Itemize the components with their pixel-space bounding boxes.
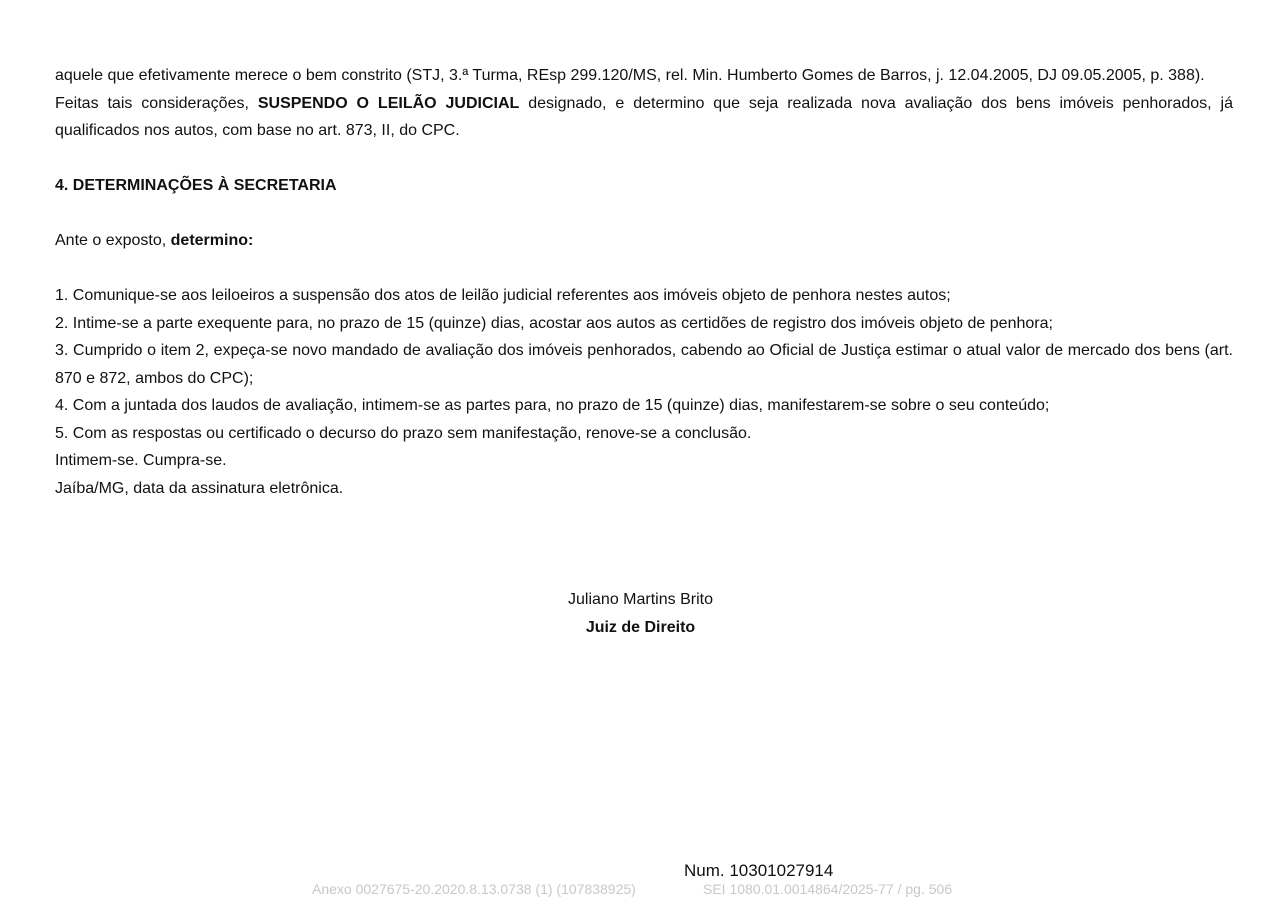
signer-title: Juiz de Direito	[585, 619, 696, 636]
list-item: 3. Cumprido o item 2, expeça-se novo mandado de avaliação dos imóveis penhorados, cabendo ao Oficial de Justiça estimar o atual valor de mercado dos bens (art. 870 e 872, ambos do CPC);	[55, 342, 1233, 387]
document-body	[55, 62, 1233, 502]
place-date-line: Jaíba/MG, data da assinatura eletrônica.	[55, 479, 344, 497]
paragraph-suspension-after: designado, e determino que seja realizada nova avaliação dos bens imóveis penhorados, já qualificados nos autos, com base no art. 873, II, do CPC.	[55, 94, 1233, 139]
list-item: 2. Intime-se a parte exequente para, no prazo de 15 (quinze) dias, acostar aos autos as certidões de registro dos imóveis objeto de penhora;	[55, 314, 1053, 332]
spacer	[55, 255, 1233, 283]
paragraph-citation: aquele que efetivamente merece o bem constrito (STJ, 3.ª Turma, REsp 299.120/MS, rel. Min. Humberto Gomes de Barros, j. 12.04.2005, DJ 09.05.2005, p. 388).	[55, 67, 1205, 84]
document-number: Num. 10301027914	[684, 861, 834, 880]
list-item: 1. Comunique-se aos leiloeiros a suspensão dos atos de leilão judicial referentes aos imóveis objeto de penhora nestes autos;	[55, 287, 951, 304]
signature-block	[0, 586, 1281, 642]
list-item: 5. Com as respostas ou certificado o decurso do prazo sem manifestação, renove-se a conclusão.	[55, 424, 752, 442]
signer-name: Juliano Martins Brito	[568, 591, 713, 608]
intro-line	[55, 227, 1233, 255]
paragraph-suspension-before: Feitas tais considerações,	[55, 94, 258, 112]
spacer	[55, 200, 1233, 228]
intro-bold: determino:	[170, 232, 254, 249]
intro-before: Ante o exposto,	[55, 232, 171, 249]
footer-sei-page: SEI 1080.01.0014864/2025-77 / pg. 506	[703, 881, 953, 897]
footer-annex: Anexo 0027675-20.2020.8.13.0738 (1) (107838925)	[312, 881, 636, 897]
paragraph-suspension	[55, 90, 1233, 145]
spacer	[55, 145, 1233, 173]
section-heading: 4. DETERMINAÇÕES À SECRETARIA	[55, 177, 337, 194]
paragraph-suspension-bold: SUSPENDO O LEILÃO JUDICIAL	[257, 94, 520, 112]
list-item: 4. Com a juntada dos laudos de avaliação, intimem-se as partes para, no prazo de 15 (quinze) dias, manifestarem-se sobre o seu conteúdo;	[55, 397, 1050, 414]
closing-line: Intimem-se. Cumpra-se.	[55, 452, 227, 469]
